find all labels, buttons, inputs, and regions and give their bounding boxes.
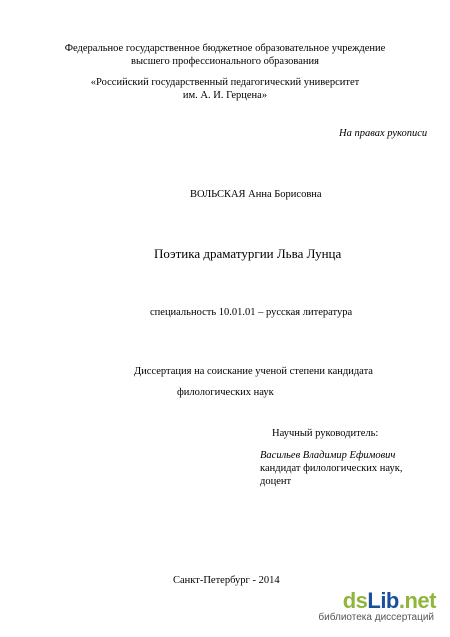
advisor-title-1: кандидат филологических наук, xyxy=(260,463,403,474)
specialty: специальность 10.01.01 – русская литература xyxy=(150,307,353,318)
dissertation-title: Поэтика драматургии Льва Лунца xyxy=(154,246,342,261)
dslib-watermark-logo[interactable] xyxy=(318,588,436,630)
header-line-2: высшего профессионального образования xyxy=(131,56,319,67)
header-line-1: Федеральное государственное бюджетное образовательное учреждение xyxy=(64,43,386,54)
watermark-ds: ds xyxy=(342,588,368,613)
header-line-4: им. А. И. Герцена» xyxy=(182,90,268,101)
degree-line-1: Диссертация на соискание ученой степени кандидата xyxy=(134,366,373,377)
author-name: ВОЛЬСКАЯ Анна Борисовна xyxy=(190,189,322,200)
watermark-net: .net xyxy=(398,588,436,613)
watermark-wordmark xyxy=(343,588,436,614)
watermark-subtitle: библиотека диссертаций xyxy=(318,612,434,623)
degree-line-2: филологических наук xyxy=(177,387,274,398)
header-line-3: «Российский государственный педагогический университет xyxy=(90,77,360,88)
rights-note: На правах рукописи xyxy=(339,128,428,139)
advisor-title-2: доцент xyxy=(260,476,292,487)
advisor-name: Васильев Владимир Ефимович xyxy=(260,450,396,461)
advisor-label: Научный руководитель: xyxy=(272,428,379,439)
watermark-lib: Lib xyxy=(367,588,399,613)
city-year: Санкт-Петербург - 2014 xyxy=(173,575,280,586)
